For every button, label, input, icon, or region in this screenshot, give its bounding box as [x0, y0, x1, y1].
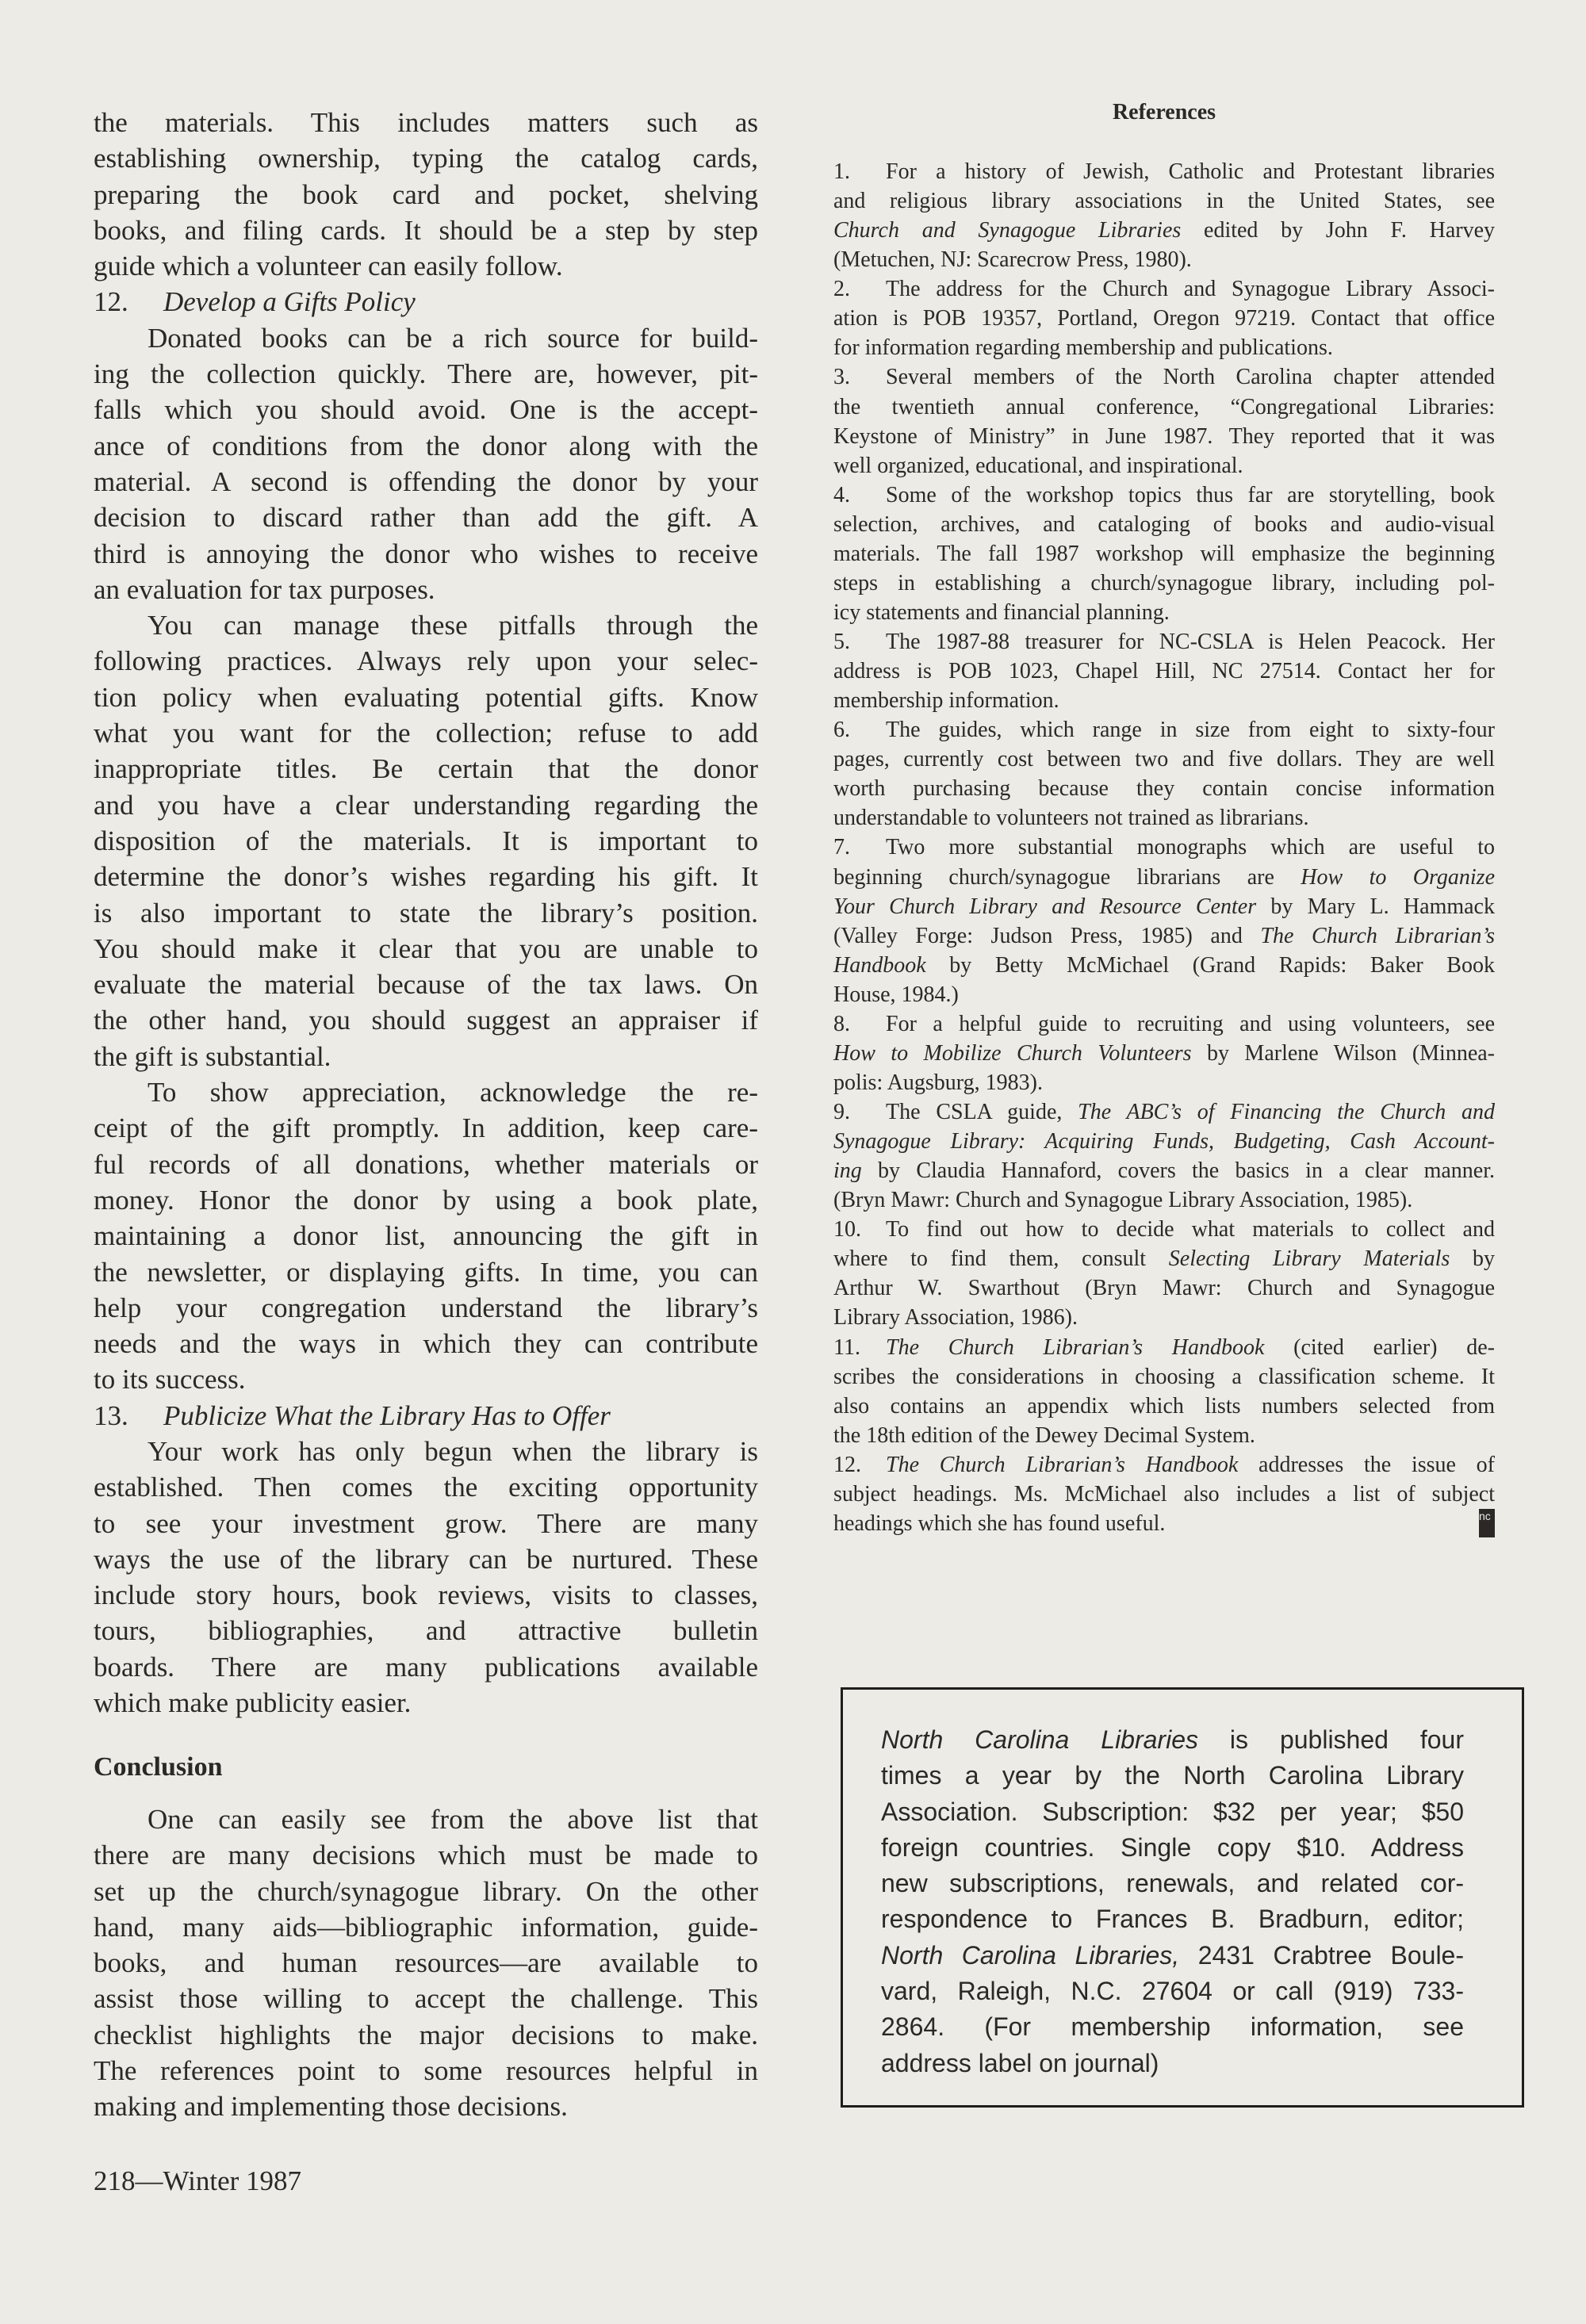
text-segment: disposition of the materials. It is important to [94, 825, 758, 856]
text-segment: help your congregation understand the library’s [94, 1292, 758, 1323]
text-segment: For a history of Jewish, Catholic and Protestant libraries [886, 159, 1495, 184]
text-segment: by Betty McMichael (Grand Rapids: Baker Book [925, 952, 1495, 978]
text-segment: The references point to some resources helpful in [94, 2055, 758, 2087]
text-line [94, 572, 758, 607]
paragraph [833, 1215, 1495, 1332]
paragraph [94, 1801, 758, 2125]
text-segment: steps in establishing a church/synagogue library, including pol- [833, 570, 1495, 595]
paragraph [833, 157, 1495, 274]
text-line [833, 980, 1495, 1009]
text-line [94, 823, 758, 859]
text-line [94, 895, 758, 931]
end-of-article-mark-icon: nc [1479, 1509, 1495, 1537]
text-line [833, 510, 1495, 539]
text-line [833, 1362, 1495, 1392]
text-line [94, 1290, 758, 1326]
paragraph [833, 1450, 1495, 1538]
text-segment: third is annoying the donor who wishes to receive [94, 538, 758, 569]
text-segment: determine the donor’s wishes regarding his gift. It [94, 861, 758, 893]
text-segment: which make publicity easier. [94, 1687, 412, 1719]
item-number: 6. [833, 718, 850, 743]
text-segment: making and implementing those decisions. [94, 2091, 568, 2123]
text-segment: Some of the workshop topics thus far are storytelling, book [886, 482, 1495, 507]
text-line [833, 745, 1495, 774]
text-segment: is published four [1197, 1725, 1464, 1754]
text-segment: address label on journal) [881, 2048, 1159, 2077]
text-line [94, 1039, 758, 1074]
text-segment: Library Association, 1986). [833, 1305, 1078, 1330]
paragraph [94, 1074, 758, 1398]
text-line [94, 1147, 758, 1182]
item-number: 12. [94, 286, 128, 318]
text-line [94, 643, 758, 679]
text-line [833, 1244, 1495, 1273]
text-segment: ance of conditions from the donor along with the [94, 430, 758, 461]
text-segment: guide which a volunteer can easily follow. [94, 251, 563, 282]
text-segment: To show appreciation, acknowledge the re- [147, 1077, 758, 1108]
text-line [833, 157, 1495, 186]
text-segment: polis: Augsburg, 1983). [833, 1070, 1043, 1095]
text-line [833, 1303, 1495, 1332]
text-segment: money. Honor the donor by using a book plate, [94, 1184, 758, 1216]
text-line [94, 1945, 758, 1981]
text-line [833, 1185, 1495, 1215]
text-line [94, 715, 758, 751]
references-list [833, 157, 1495, 1538]
text-line [833, 833, 1495, 862]
text-line [833, 186, 1495, 216]
item-number: 5. [833, 630, 850, 654]
text-line [833, 333, 1495, 362]
item-number: 10. [833, 1217, 861, 1242]
text-line [833, 1392, 1495, 1421]
text-line [94, 1110, 758, 1146]
text-line [94, 1874, 758, 1909]
text-segment: The guides, which range in size from eight to sixty-four [886, 718, 1495, 743]
text-segment: materials. The fall 1987 workshop will emphasize the beginning [833, 541, 1495, 566]
italic-title: The ABC’s of Financing the Church and [1078, 1100, 1495, 1124]
text-line [94, 1361, 758, 1397]
text-line [833, 1039, 1495, 1068]
text-segment: the gift is substantial. [94, 1040, 331, 1072]
text-line [833, 1333, 1495, 1362]
text-line [833, 657, 1495, 686]
item-number: 1. [833, 159, 850, 184]
text-line [94, 931, 758, 967]
text-segment: established. Then comes the exciting opportunity [94, 1472, 758, 1503]
text-segment: checklist highlights the major decisions to make. [94, 2019, 758, 2050]
text-segment: by Marlene Wilson (Minnea- [1191, 1040, 1495, 1066]
text-segment: To find out how to decide what materials to collect and [886, 1217, 1495, 1242]
text-segment: (Metuchen, NJ: Scarecrow Press, 1980). [833, 247, 1192, 273]
italic-title: Synagogue Library: Acquiring Funds, Budgeting, Cash Account- [833, 1129, 1495, 1154]
text-segment: subject headings. Ms. McMichael also includes a list of subject [833, 1481, 1495, 1507]
text-segment: an evaluation for tax purposes. [94, 573, 435, 605]
text-line [833, 1273, 1495, 1303]
text-segment: Your work has only begun when the library is [147, 1435, 758, 1467]
text-line [94, 1685, 758, 1721]
text-line [833, 803, 1495, 833]
text-segment: material. A second is offending the donor by your [94, 465, 758, 497]
text-segment: tours, bibliographies, and attractive bulletin [94, 1615, 758, 1647]
italic-title: Handbook [833, 952, 926, 978]
text-line [833, 216, 1495, 245]
text-line [94, 1541, 758, 1577]
text-line [94, 751, 758, 787]
text-line [833, 598, 1495, 627]
text-line [833, 1127, 1495, 1156]
text-segment: pages, currently cost between two and five dollars. They are well [833, 747, 1495, 772]
text-line [94, 1469, 758, 1505]
text-line [833, 569, 1495, 598]
text-line [94, 356, 758, 392]
text-segment: Association. Subscription: $32 per year; $50 [881, 1797, 1464, 1826]
text-segment: headings which she has found useful. [833, 1510, 1166, 1536]
text-line [94, 2053, 758, 2089]
text-segment: where to find them, consult [833, 1246, 1169, 1272]
text-line [833, 392, 1495, 422]
text-segment: Two more substantial monographs which are useful to [886, 835, 1495, 860]
text-segment: The 1987-88 treasurer for NC-CSLA is Helen Peacock. Her [886, 630, 1495, 654]
text-segment: For a helpful guide to recruiting and using volunteers, see [886, 1011, 1495, 1036]
text-segment: evaluate the material because of the tax laws. On [94, 969, 758, 1001]
text-segment: also contains an appendix which lists numbers selected from [833, 1393, 1495, 1419]
text-segment: icy statements and financial planning. [833, 599, 1170, 625]
item-number: 13. [94, 1399, 128, 1431]
text-segment: ing the collection quickly. There are, however, pit- [94, 358, 758, 390]
text-segment: hand, many aids—bibliographic information, guide- [94, 1911, 758, 1943]
text-segment: the 18th edition of the Dewey Decimal System. [833, 1422, 1255, 1448]
text-segment: the other hand, you should suggest an appraiser if [94, 1005, 758, 1036]
italic-title: Publicize What the Library Has to Offer [163, 1399, 611, 1431]
text-line [833, 539, 1495, 569]
italic-title: ing [833, 1158, 862, 1184]
paragraph [94, 1398, 758, 1434]
text-line [94, 680, 758, 715]
text-segment: the newsletter, or displaying gifts. In time, you can [94, 1256, 758, 1288]
paragraph [94, 284, 758, 320]
paragraph [833, 1333, 1495, 1450]
paragraph [94, 607, 758, 1074]
italic-title: North Carolina Libraries, [881, 1940, 1180, 1970]
text-segment: The CSLA guide, [886, 1100, 1078, 1124]
text-line [94, 1326, 758, 1361]
text-line [94, 1074, 758, 1110]
text-segment: needs and the ways in which they can contribute [94, 1328, 758, 1360]
text-segment: (Valley Forge: Judson Press, 1985) and [833, 923, 1261, 948]
text-segment: the materials. This includes matters such as [94, 107, 758, 138]
text-line [94, 1434, 758, 1469]
text-line [833, 304, 1495, 333]
text-line [94, 1398, 758, 1434]
text-segment: times a year by the North Carolina Library [881, 1761, 1464, 1790]
text-segment: House, 1984.) [833, 982, 959, 1007]
references-heading: References [1112, 100, 1216, 124]
text-line [94, 1909, 758, 1945]
text-line [833, 1480, 1495, 1509]
text-line [94, 1649, 758, 1685]
text-segment: books, and human resources—are available to [94, 1947, 758, 1979]
text-line [94, 1218, 758, 1254]
conclusion-heading: Conclusion [94, 1752, 223, 1782]
text-segment: to see your investment grow. There are many [94, 1507, 758, 1539]
item-number: 11. [833, 1334, 860, 1360]
text-line [94, 428, 758, 464]
text-line [881, 1938, 1464, 1974]
text-line [94, 2017, 758, 2053]
text-line [881, 1830, 1464, 1866]
text-segment: ceipt of the gift promptly. In addition, keep care- [94, 1112, 758, 1144]
text-line [94, 177, 758, 212]
text-line [833, 480, 1495, 510]
text-segment: inappropriate titles. Be certain that the donor [94, 753, 758, 785]
paragraph [833, 1009, 1495, 1097]
text-line [833, 1156, 1495, 1185]
paragraph [833, 833, 1495, 1009]
text-segment: by [1450, 1246, 1496, 1272]
paragraph [94, 320, 758, 607]
text-line [833, 451, 1495, 480]
paragraph [833, 1097, 1495, 1215]
paragraph [881, 1722, 1464, 2081]
text-line [94, 1981, 758, 2016]
item-number: 2. [833, 277, 850, 302]
text-line [833, 627, 1495, 657]
text-segment: Donated books can be a rich source for build- [147, 322, 758, 354]
text-segment: You can manage these pitfalls through the [147, 610, 758, 641]
text-line [881, 2009, 1464, 2045]
text-line [94, 320, 758, 356]
text-segment: falls which you should avoid. One is the accept- [94, 394, 758, 426]
text-segment: (cited earlier) de- [1264, 1334, 1495, 1360]
paragraph [94, 1434, 758, 1721]
text-line [94, 500, 758, 535]
item-number: 3. [833, 365, 850, 390]
text-segment: respondence to Frances B. Bradburn, editor; [881, 1905, 1464, 1934]
text-segment: by Claudia Hannaford, covers the basics in a clear manner. [861, 1158, 1495, 1184]
item-number: 8. [833, 1011, 850, 1036]
italic-title: Your Church Library and Resource Center [833, 894, 1257, 919]
text-segment: establishing ownership, typing the catalog cards, [94, 143, 758, 174]
text-line [94, 1837, 758, 1873]
italic-title: Develop a Gifts Policy [163, 286, 416, 318]
text-segment: include story hours, book reviews, visits to classes, [94, 1579, 758, 1611]
text-segment: preparing the book card and pocket, shelving [94, 178, 758, 210]
text-line [833, 1421, 1495, 1450]
text-line [94, 105, 758, 140]
text-segment: foreign countries. Single copy $10. Address [881, 1832, 1464, 1862]
left-column-text [94, 105, 758, 1721]
italic-title: North Carolina Libraries [881, 1725, 1198, 1754]
text-line [833, 422, 1495, 451]
text-line [94, 140, 758, 176]
text-segment: ful records of all donations, whether materials or [94, 1148, 758, 1180]
text-line [94, 1254, 758, 1290]
text-line [833, 1215, 1495, 1244]
text-line [94, 212, 758, 248]
text-segment: membership information. [833, 688, 1059, 714]
paragraph [833, 715, 1495, 833]
text-line [94, 859, 758, 894]
text-segment: well organized, educational, and inspirational. [833, 453, 1243, 478]
paragraph [833, 362, 1495, 480]
text-line [94, 967, 758, 1002]
paragraph [833, 627, 1495, 715]
text-line [833, 715, 1495, 745]
text-segment: set up the church/synagogue library. On the other [94, 1875, 758, 1907]
text-segment: beginning church/synagogue librarians are [833, 864, 1301, 890]
text-segment: 2431 Crabtree Boule- [1179, 1940, 1465, 1970]
text-segment: boards. There are many publications available [94, 1651, 758, 1683]
text-segment: You should make it clear that you are unable to [94, 932, 758, 964]
item-number: 7. [833, 835, 850, 860]
text-line [94, 787, 758, 823]
paragraph [833, 274, 1495, 362]
text-line [881, 1758, 1464, 1794]
paragraph [833, 480, 1495, 627]
text-segment: Several members of the North Carolina chapter attended [886, 365, 1495, 390]
italic-title: Church and Synagogue Libraries [833, 218, 1182, 243]
text-line [94, 284, 758, 320]
text-line [881, 1866, 1464, 1901]
text-line [94, 536, 758, 572]
text-segment: vard, Raleigh, N.C. 27604 or call (919) 733- [881, 1977, 1464, 2006]
text-segment: selection, archives, and cataloging of books and audio-visual [833, 511, 1495, 537]
text-segment: the twentieth annual conference, “Congregational Libraries: [833, 394, 1495, 419]
text-segment: is also important to state the library’s position. [94, 897, 758, 928]
text-line [833, 245, 1495, 274]
text-line [833, 274, 1495, 304]
text-segment: One can easily see from the above list that [147, 1804, 758, 1835]
italic-title: Selecting Library Materials [1168, 1246, 1450, 1272]
text-segment: following practices. Always rely upon your selec- [94, 645, 758, 677]
text-segment: what you want for the collection; refuse to add [94, 718, 758, 749]
text-segment: Keystone of Ministry” in June 1987. They reported that it was [833, 423, 1495, 449]
text-segment: by Mary L. Hammack [1256, 894, 1495, 919]
italic-title: How to Organize [1301, 864, 1495, 890]
text-segment: understandable to volunteers not trained as librarians. [833, 806, 1309, 831]
paragraph [94, 105, 758, 284]
text-line [833, 1450, 1495, 1480]
text-line [94, 1801, 758, 1837]
text-segment: and religious library associations in the United States, see [833, 189, 1495, 214]
text-segment: books, and filing cards. It should be a step by step [94, 214, 758, 246]
text-line [881, 1794, 1464, 1830]
text-line [833, 1509, 1495, 1538]
text-segment: new subscriptions, renewals, and related cor- [881, 1869, 1464, 1898]
text-line [94, 1506, 758, 1541]
publication-notice-text [881, 1722, 1464, 2081]
text-line [833, 863, 1495, 892]
italic-title: The Church Librarian’s Handbook [886, 1452, 1239, 1477]
text-segment: ation is POB 19357, Portland, Oregon 97219. Contact that office [833, 306, 1495, 331]
text-segment: addresses the issue of [1238, 1452, 1495, 1477]
text-line [94, 607, 758, 643]
italic-title: The Church Librarian’s [1260, 923, 1495, 948]
text-line [94, 1613, 758, 1648]
text-line [881, 1901, 1464, 1937]
text-segment: (Bryn Mawr: Church and Synagogue Library Association, 1985). [833, 1188, 1413, 1213]
conclusion-text [94, 1801, 758, 2125]
text-segment: The address for the Church and Synagogue Library Associ- [886, 277, 1495, 302]
text-line [833, 921, 1495, 951]
text-segment: Arthur W. Swarthout (Bryn Mawr: Church and Synagogue [833, 1276, 1495, 1301]
text-line [94, 392, 758, 427]
text-segment: for information regarding membership and publications. [833, 335, 1333, 361]
text-line [833, 774, 1495, 803]
text-line [833, 951, 1495, 980]
text-line [94, 464, 758, 500]
item-number: 4. [833, 482, 850, 507]
text-segment: scribes the considerations in choosing a classification scheme. It [833, 1364, 1495, 1389]
italic-title: The Church Librarian’s Handbook [886, 1334, 1265, 1360]
text-line [833, 892, 1495, 921]
text-line [94, 1002, 758, 1038]
text-segment: ways the use of the library can be nurtured. These [94, 1543, 758, 1575]
text-segment: and you have a clear understanding regarding the [94, 789, 758, 821]
text-line [833, 1009, 1495, 1039]
text-segment: address is POB 1023, Chapel Hill, NC 27514. Contact her for [833, 659, 1495, 684]
text-line [881, 2046, 1464, 2081]
text-line [881, 1722, 1464, 1758]
text-segment: edited by John F. Harvey [1181, 218, 1495, 243]
text-line [833, 1068, 1495, 1097]
text-line [881, 1974, 1464, 2009]
text-segment: to its success. [94, 1364, 246, 1396]
text-line [833, 686, 1495, 715]
text-line [94, 2089, 758, 2124]
item-number: 12. [833, 1452, 861, 1477]
text-segment: assist those willing to accept the challenge. This [94, 1983, 758, 2015]
item-number: 9. [833, 1100, 850, 1124]
text-line [833, 1097, 1495, 1127]
text-segment: worth purchasing because they contain concise information [833, 776, 1495, 802]
text-line [94, 1577, 758, 1613]
italic-title: How to Mobilize Church Volunteers [833, 1040, 1192, 1066]
text-line [94, 1182, 758, 1218]
text-segment: tion policy when evaluating potential gifts. Know [94, 681, 758, 713]
text-line [833, 362, 1495, 392]
page-footer: 218—Winter 1987 [94, 2165, 302, 2196]
text-segment: decision to discard rather than add the gift. A [94, 502, 758, 534]
text-segment: there are many decisions which must be made to [94, 1840, 758, 1871]
text-segment: 2864. (For membership information, see [881, 2012, 1464, 2042]
text-segment: maintaining a donor list, announcing the gift in [94, 1220, 758, 1252]
text-line [94, 248, 758, 284]
